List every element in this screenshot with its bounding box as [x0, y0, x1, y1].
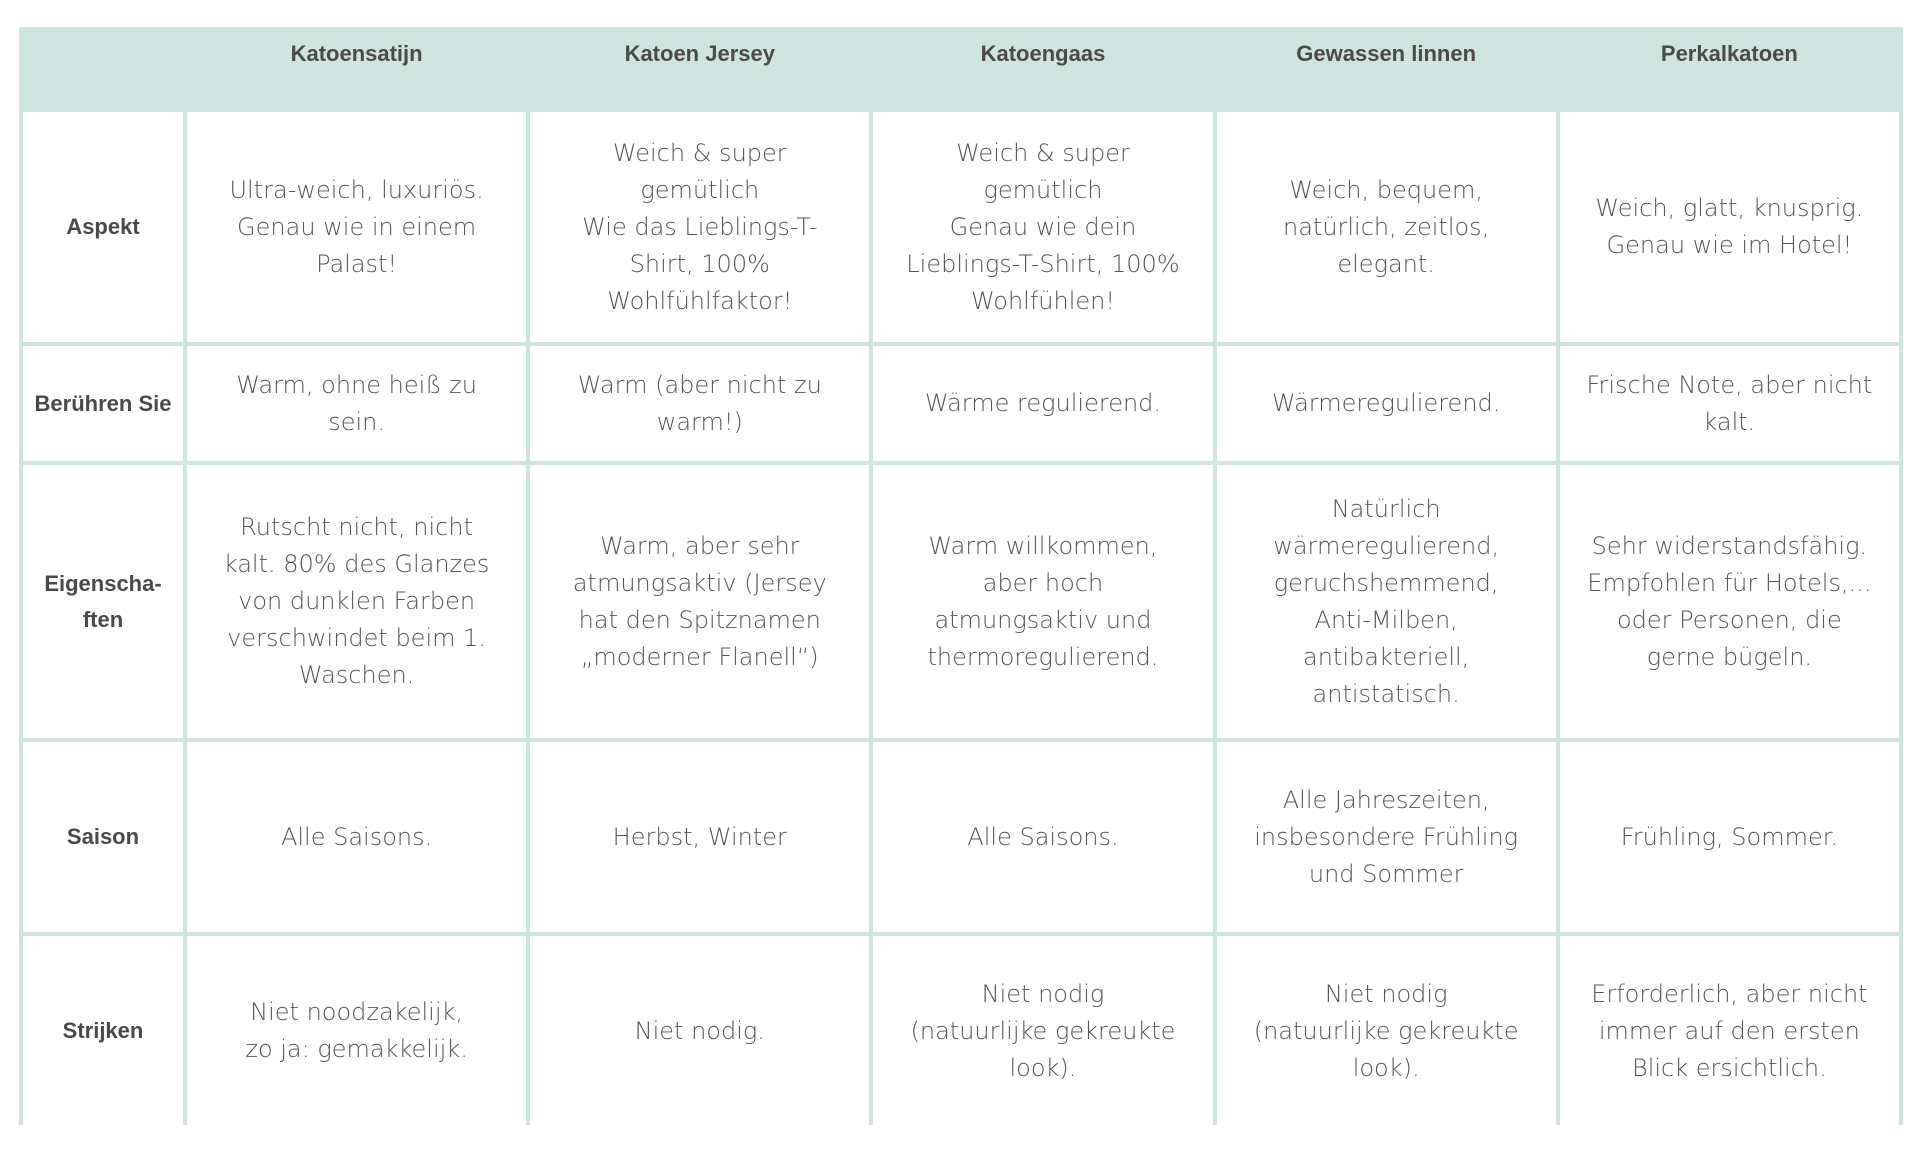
table-cell: Frische Note, aber nicht kalt.: [1560, 346, 1899, 461]
table-cell: Warm willkommen, aber hoch atmungsaktiv und thermoregulierend.: [873, 465, 1212, 738]
table-cell: Sehr widerstandsfähig. Empfohlen für Hotels,... oder Personen, die gerne bügeln.: [1560, 465, 1899, 738]
comparison-table: [19, 27, 1903, 1125]
table-cell: Alle Saisons.: [873, 742, 1212, 932]
table-cell: Niet noodzakelijk, zo ja: gemakkelijk.: [187, 936, 526, 1126]
table-row-strijken: [23, 936, 1899, 1126]
table-cell: Niet nodig (natuurlijke gekreukte look).: [1217, 936, 1556, 1126]
table-cell: Herbst, Winter: [530, 742, 869, 932]
table-cell: Weich, glatt, knusprig. Genau wie im Hotel!: [1560, 112, 1899, 342]
table-cell: Warm (aber nicht zu warm!): [530, 346, 869, 461]
column-header-perkalkatoen: Perkalkatoen: [1560, 31, 1899, 108]
row-header-strijken: Strijken: [23, 936, 183, 1126]
column-header-katoensatijn: Katoensatijn: [187, 31, 526, 108]
column-header-katoengaas: Katoengaas: [873, 31, 1212, 108]
table-row-aspekt: [23, 112, 1899, 342]
table-cell: Ultra-weich, luxuriös. Genau wie in einem Palast!: [187, 112, 526, 342]
column-header-katoen-jersey: Katoen Jersey: [530, 31, 869, 108]
table-cell: Alle Saisons.: [187, 742, 526, 932]
table-cell: Erforderlich, aber nicht immer auf den ersten Blick ersichtlich.: [1560, 936, 1899, 1126]
table-cell: Weich & super gemütlich Wie das Lieblings-T- Shirt, 100% Wohlfühlfaktor!: [530, 112, 869, 342]
header-row: [23, 31, 1899, 108]
column-header-gewassen-linnen: Gewassen linnen: [1217, 31, 1556, 108]
table-cell: Alle Jahreszeiten, insbesondere Frühling und Sommer: [1217, 742, 1556, 932]
table-cell: Warm, aber sehr atmungsaktiv (Jersey hat den Spitznamen „moderner Flanell“): [530, 465, 869, 738]
table-cell: Wärme regulierend.: [873, 346, 1212, 461]
table-cell: Niet nodig.: [530, 936, 869, 1126]
table-cell: Rutscht nicht, nicht kalt. 80% des Glanzes von dunklen Farben verschwindet beim 1. Waschen.: [187, 465, 526, 738]
table-row-eigenschaften: [23, 465, 1899, 738]
table-row-beruehren-sie: [23, 346, 1899, 461]
table-cell: Weich, bequem, natürlich, zeitlos, elegant.: [1217, 112, 1556, 342]
fabric-comparison-table: [19, 27, 1903, 1130]
table-cell: Weich & super gemütlich Genau wie dein Lieblings-T-Shirt, 100% Wohlfühlen!: [873, 112, 1212, 342]
row-header-aspekt: Aspekt: [23, 112, 183, 342]
row-header-saison: Saison: [23, 742, 183, 932]
table-cell: Wärmeregulierend.: [1217, 346, 1556, 461]
table-cell: Natürlich wärmeregulierend, geruchshemmend, Anti-Milben, antibakteriell, antistatisch.: [1217, 465, 1556, 738]
table-cell: Warm, ohne heiß zu sein.: [187, 346, 526, 461]
table-cell: Niet nodig (natuurlijke gekreukte look).: [873, 936, 1212, 1126]
corner-cell: [23, 31, 183, 108]
row-header-beruehren-sie: Berühren Sie: [23, 346, 183, 461]
table-row-saison: [23, 742, 1899, 932]
table-cell: Frühling, Sommer.: [1560, 742, 1899, 932]
row-header-eigenschaften: Eigenscha- ften: [23, 465, 183, 738]
